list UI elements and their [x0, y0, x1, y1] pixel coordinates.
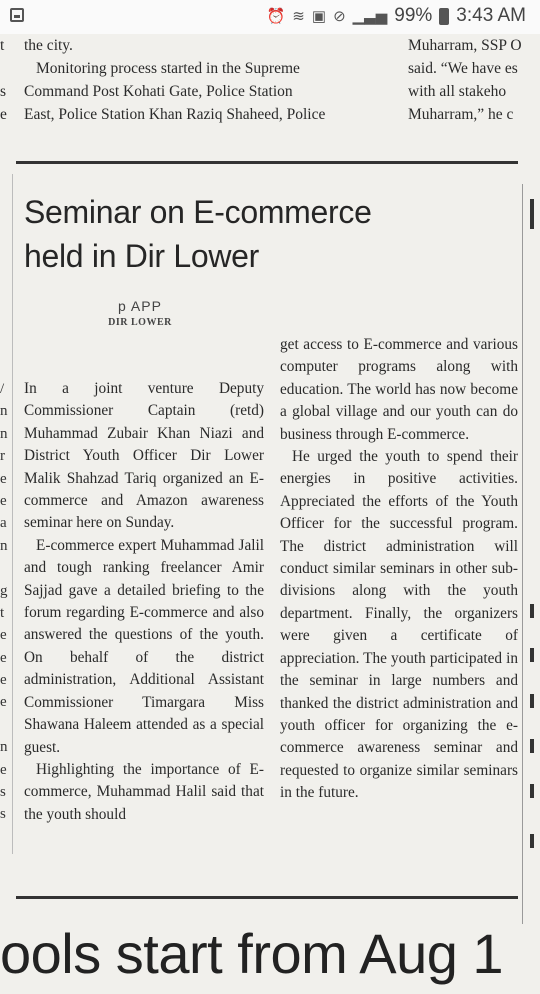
- alarm-icon: ⏰: [266, 8, 286, 25]
- edge-char: s: [0, 806, 6, 823]
- snippet-right-column: [408, 34, 540, 126]
- edge-char: e: [0, 761, 7, 778]
- left-adjacent-column: [0, 378, 12, 826]
- article-paragraph: He urged the youth to spend their energies in positive activities. Appreciated the efforts of the Youth Officer for the successful program. The district administration will conduct similar seminars in other sub-divisions along with the youth department. Finally, the organizers were given a certificate of appreciation. The youth participated in the seminar in large numbers and thanked the district administration and youth officer for organizing the e-commerce awareness seminar and requested to organize similar seminars in the future.: [280, 448, 518, 802]
- snippet-line: Command Post Kohati Gate, Police Station: [24, 83, 293, 100]
- edge-char: [0, 557, 12, 579]
- edge-mark: [530, 694, 534, 708]
- next-article-headline: ools start from Aug 1: [0, 922, 504, 985]
- edge-char: n: [0, 403, 8, 420]
- newspaper-page: [0, 34, 540, 985]
- byline-agency: p APP: [118, 298, 162, 314]
- article-paragraph: E-commerce expert Muhammad Jalil and tough ranking freelancer Amir Sajjad gave a detailed briefing to the forum regarding E-commerce and also answered the questions of the youth. On behalf of the district administration, Additional Assistant Commissioner Timargara Miss Shawana Haleem attended as a special guest.: [24, 536, 264, 756]
- edge-char: [0, 714, 12, 736]
- article-paragraph: In a joint venture Deputy Commissioner Captain (retd) Muhammad Zubair Khan Niazi and District Youth Officer Dir Lower Malik Shahzad Tariq organized an E-commerce and Amazon awareness seminar here on Sunday.: [24, 380, 264, 532]
- section-divider: [16, 896, 518, 899]
- snippet-line: the city.: [24, 37, 73, 54]
- snippet-line: with all stakeho: [408, 83, 507, 100]
- edge-char: a: [0, 515, 7, 532]
- edge-mark: [530, 739, 534, 753]
- edge-char: r: [0, 448, 5, 465]
- edge-char: e: [0, 470, 7, 487]
- gallery-notification-icon: [10, 8, 24, 22]
- column-rule: [522, 184, 523, 924]
- article-column-left: [24, 378, 264, 826]
- snippet-left-column: [24, 34, 394, 126]
- byline: [80, 298, 200, 328]
- do-not-disturb-icon: ⊘: [333, 8, 346, 25]
- edge-char: g: [0, 582, 8, 599]
- edge-char: e: [0, 672, 7, 689]
- article-headline: [24, 190, 504, 278]
- edge-char: e: [0, 627, 7, 644]
- edge-mark: [530, 784, 534, 798]
- article-paragraph: Highlighting the importance of E-commerce, Muhammad Halil said that the youth should: [24, 760, 264, 823]
- section-divider: [16, 161, 518, 164]
- battery-percent: 99%: [394, 5, 433, 26]
- byline-dateline: DIR LOWER: [108, 317, 172, 328]
- edge-char: n: [0, 537, 8, 554]
- nfc-icon: ▣: [311, 8, 327, 25]
- edge-char: t: [0, 37, 5, 54]
- edge-char: [0, 57, 14, 80]
- edge-mark: [530, 834, 534, 848]
- article-column-right: [280, 334, 518, 805]
- status-icons: [267, 5, 526, 27]
- status-bar: [0, 0, 540, 34]
- previous-article-snippet: [0, 34, 540, 129]
- wifi-calling-icon: ≋: [292, 8, 305, 25]
- clock: 3:43 AM: [456, 5, 526, 26]
- edge-char: /: [0, 381, 5, 397]
- snippet-line: East, Police Station Khan Raziq Shaheed, Police: [24, 106, 326, 123]
- left-edge-text: [0, 34, 14, 126]
- edge-char: s: [0, 83, 7, 100]
- article-paragraph: get access to E-commerce and various computer programs along with education. The world has now become a global village and our youth can do business through E-commerce.: [280, 336, 518, 443]
- edge-char: e: [0, 694, 7, 711]
- snippet-line: Monitoring process started in the Supreme: [36, 60, 300, 77]
- edge-char: e: [0, 106, 7, 123]
- right-adjacent-column: [530, 34, 540, 960]
- snippet-line: Muharram,” he c: [408, 106, 514, 123]
- edge-char: e: [0, 492, 7, 509]
- edge-mark: [530, 604, 534, 618]
- snippet-line: Muharram, SSP O: [408, 37, 522, 54]
- edge-mark: [530, 648, 534, 662]
- edge-char: e: [0, 649, 7, 666]
- edge-char: s: [0, 784, 6, 801]
- column-rule: [12, 174, 13, 854]
- headline-line: Seminar on E-commerce: [24, 194, 372, 230]
- edge-char: n: [0, 425, 8, 442]
- signal-icon: ▁▃▅: [352, 8, 388, 25]
- edge-char: t: [0, 604, 5, 621]
- edge-char: n: [0, 739, 8, 756]
- edge-mark: [530, 199, 534, 229]
- snippet-line: said. “We have es: [408, 60, 518, 77]
- headline-line: held in Dir Lower: [24, 238, 260, 274]
- battery-icon: [439, 8, 449, 25]
